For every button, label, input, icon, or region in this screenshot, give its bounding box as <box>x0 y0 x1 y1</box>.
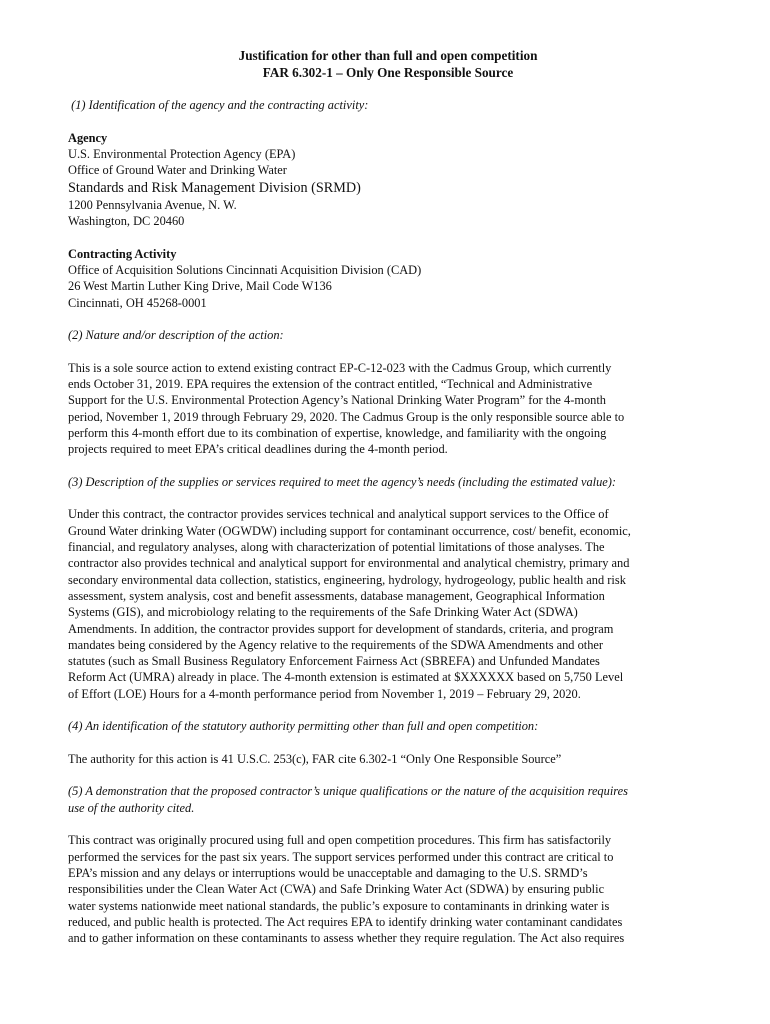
body-line: Ground Water drinking Water (OGWDW) including support for contaminant occurrence, cost/ benefit, economic, <box>68 523 631 538</box>
section-5-heading <box>68 783 708 816</box>
body-line: responsibilities under the Clean Water Act (CWA) and Safe Drinking Water Act (SDWA) by ensuring public <box>68 882 605 897</box>
body-line: ends October 31, 2019. EPA requires the extension of the contract entitled, “Technical and Administrative <box>68 377 593 392</box>
agency-line: U.S. Environmental Protection Agency (EPA) <box>68 147 296 162</box>
body-line: This is a sole source action to extend existing contract EP-C-12-023 with the Cadmus Group, which currently <box>68 360 612 375</box>
document-page <box>68 48 708 946</box>
body-line: Amendments. In addition, the contractor provides support for development of standards, criteria, and program <box>68 621 614 636</box>
body-line: secondary environmental data collection, statistics, engineering, hydrology, hydrogeology, public health and risk <box>68 572 626 587</box>
body-line: assessment, system analysis, cost and benefit assessments, database management, Geographical Information <box>68 588 605 603</box>
body-line: period, November 1, 2019 through February 29, 2020. The Cadmus Group is the only responsible source able to <box>68 409 625 424</box>
title-line-1: Justification for other than full and open competition <box>238 48 538 63</box>
body-line: perform this 4-month effort due to its combination of expertise, knowledge, and familiarity with the ongoing <box>68 425 607 440</box>
heading-line: (5) A demonstration that the proposed contractor’s unique qualifications or the nature of the acquisition requires <box>68 784 628 799</box>
title-line-2: FAR 6.302-1 – Only One Responsible Source <box>262 64 514 80</box>
body-line: Systems (GIS), and microbiology relating to the requirements of the Safe Drinking Water Act (SDWA) <box>68 605 578 620</box>
body-line: performed the services for the past six years. The support services performed under this contract are critical to <box>68 849 614 864</box>
body-line: projects required to meet EPA’s critical deadlines during the 4-month period. <box>68 442 448 457</box>
section-1-heading: (1) Identification of the agency and the contracting activity: <box>68 98 369 113</box>
contracting-activity-label: Contracting Activity <box>68 246 177 261</box>
agency-line: 1200 Pennsylvania Avenue, N. W. <box>68 197 237 212</box>
section-3-heading: (3) Description of the supplies or services required to meet the agency’s needs (including the estimated value): <box>68 474 617 489</box>
body-line: Support for the U.S. Environmental Protection Agency’s National Drinking Water Program” for the 4-month <box>68 393 607 408</box>
body-line: contractor also provides technical and analytical support for environmental and analytical chemistry, primary and <box>68 556 630 571</box>
agency-line: Office of Ground Water and Drinking Water <box>68 163 287 178</box>
contracting-line: Office of Acquisition Solutions Cincinnati Acquisition Division (CAD) <box>68 262 422 277</box>
section-2-body <box>68 360 708 458</box>
section-3-body <box>68 506 708 702</box>
body-line: of Effort (LOE) Hours for a 4-month performance period from November 1, 2019 – February 29, 2020. <box>68 686 581 701</box>
body-line: reduced, and public health is protected. The Act requires EPA to identify drinking water contaminant candidates <box>68 914 623 929</box>
section-5-body <box>68 832 708 946</box>
body-line: mandates being considered by the Agency relative to the requirements of the SDWA Amendments and other <box>68 637 604 652</box>
agency-line: Standards and Risk Management Division (SRMD) <box>68 179 361 196</box>
agency-label: Agency <box>68 130 108 145</box>
body-line: and to gather information on these contaminants to assess whether they require regulation. The Act also requires <box>68 931 625 946</box>
contracting-activity-address <box>68 262 708 311</box>
body-line: financial, and regulatory analyses, along with characterization of potential limitations of those analyses. The <box>68 540 605 555</box>
body-line: This contract was originally procured using full and open competition procedures. This firm has satisfactorily <box>68 833 612 848</box>
body-line: Reform Act (UMRA) already in place. The 4-month extension is estimated at $XXXXXX based on 5,750 Level <box>68 670 624 685</box>
heading-line: use of the authority cited. <box>68 800 195 815</box>
agency-address <box>68 146 708 229</box>
document-title <box>68 48 708 81</box>
contracting-line: 26 West Martin Luther King Drive, Mail Code W136 <box>68 279 332 294</box>
agency-line: Washington, DC 20460 <box>68 214 185 229</box>
body-line: statutes (such as Small Business Regulatory Enforcement Fairness Act (SBREFA) and Unfunded Mandates <box>68 654 600 669</box>
body-line: EPA’s mission and any delays or interruptions would be unacceptable and damaging to the U.S. SRMD’s <box>68 865 588 880</box>
section-4-heading: (4) An identification of the statutory authority permitting other than full and open competition: <box>68 719 539 734</box>
body-line: Under this contract, the contractor provides services technical and analytical support services to the Office of <box>68 507 609 522</box>
contracting-line: Cincinnati, OH 45268-0001 <box>68 295 207 310</box>
section-4-body: The authority for this action is 41 U.S.C. 253(c), FAR cite 6.302-1 “Only One Responsible Source” <box>68 751 562 766</box>
section-2-heading: (2) Nature and/or description of the action: <box>68 328 284 343</box>
body-line: water systems nationwide meet national standards, the public’s exposure to contaminants in drinking water is <box>68 898 610 913</box>
